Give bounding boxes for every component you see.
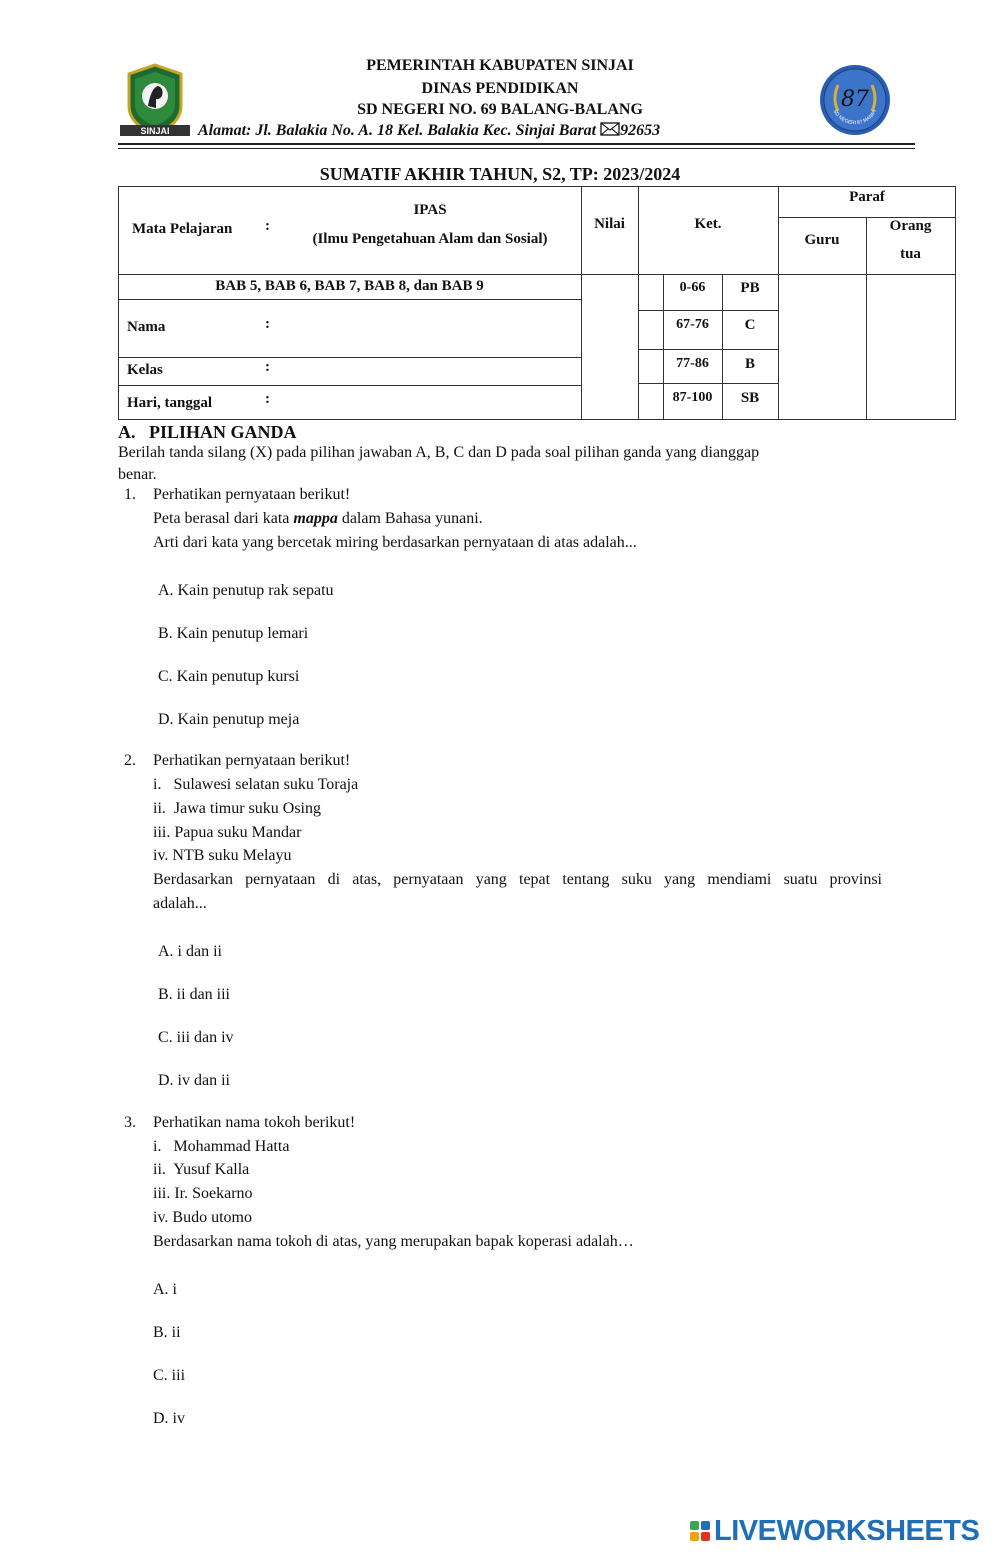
school-address (198, 122, 660, 140)
question-number: 1. (124, 486, 136, 503)
table-border (118, 274, 956, 275)
statement-item: ii. Yusuf Kalla (153, 1161, 250, 1178)
statement-item: i. Sulawesi selatan suku Toraja (153, 776, 359, 793)
question-statement (153, 510, 483, 528)
chapters-row: BAB 5, BAB 6, BAB 7, BAB 8, dan BAB 9 (215, 278, 484, 294)
answer-option[interactable]: D. iv (153, 1410, 185, 1427)
answer-option[interactable]: C. iii (153, 1367, 186, 1384)
table-border (118, 299, 581, 300)
question-intro: Perhatikan nama tokoh berikut! (153, 1114, 356, 1131)
answer-option[interactable]: D. iv dan ii (158, 1072, 230, 1089)
statement-italic-word: mappa (293, 510, 338, 527)
statement-pre: Peta berasal dari kata (153, 510, 294, 527)
answer-option[interactable]: B. ii dan iii (158, 986, 230, 1003)
answer-option[interactable]: A. Kain penutup rak sepatu (158, 582, 334, 599)
header-line-3: SD NEGERI NO. 69 BALANG-BALANG (357, 101, 643, 118)
question-text-line-1: Berdasarkan pernyataan di atas, pernyataan yang tepat tentang suku yang mendiami suatu provinsi (153, 871, 882, 888)
table-border (955, 186, 956, 419)
grade-range: 77-86 (676, 356, 709, 371)
table-border (778, 186, 779, 419)
grade-range: 87-100 (672, 390, 713, 405)
instruction-line-2: benar. (118, 466, 157, 483)
tua-header: tua (900, 246, 921, 262)
nama-label: Nama (127, 319, 166, 335)
question-text: Berdasarkan nama tokoh di atas, yang merupakan bapak koperasi adalah… (153, 1233, 634, 1250)
section-letter: A. (118, 422, 136, 442)
answer-option[interactable]: A. i (153, 1281, 177, 1298)
question-intro: Perhatikan pernyataan berikut! (153, 486, 351, 503)
nilai-header: Nilai (594, 216, 625, 232)
kelas-label: Kelas (127, 362, 163, 378)
table-border (118, 385, 581, 386)
kelas-colon: : (265, 359, 270, 375)
nama-colon: : (265, 316, 270, 332)
subject-name: IPAS (413, 202, 447, 218)
statement-item: i. Mohammad Hatta (153, 1138, 290, 1155)
grade-range: 67-76 (676, 317, 709, 332)
section-heading (118, 422, 297, 443)
answer-option[interactable]: B. Kain penutup lemari (158, 625, 309, 642)
question-number: 2. (124, 752, 136, 769)
liveworksheets-watermark[interactable] (690, 1514, 979, 1548)
table-border (118, 419, 956, 420)
statement-item: iv. Budo utomo (153, 1209, 252, 1226)
statement-post: dalam Bahasa yunani. (337, 510, 483, 527)
regency-logo (118, 62, 192, 140)
school-logo (818, 63, 892, 137)
answer-option[interactable]: D. Kain penutup meja (158, 711, 300, 728)
subject-colon: : (265, 218, 270, 234)
header-rule-thick (118, 143, 915, 145)
liveworksheets-text: LIVEWORKSHEETS (714, 1514, 980, 1547)
question-number: 3. (124, 1114, 136, 1131)
answer-option[interactable]: C. iii dan iv (158, 1029, 234, 1046)
regency-logo-text: SINJAI (140, 126, 170, 136)
guru-header: Guru (804, 232, 840, 248)
statement-item: iv. NTB suku Melayu (153, 847, 292, 864)
subject-label: Mata Pelajaran (132, 221, 233, 237)
hari-colon: : (265, 391, 270, 407)
table-border (638, 310, 778, 311)
liveworksheets-logo-icon (690, 1521, 710, 1541)
address-text: Alamat: Jl. Balakia No. A. 18 Kel. Balakia Kec. Sinjai Barat (198, 122, 601, 139)
statement-item: ii. Jawa timur suku Osing (153, 800, 321, 817)
grade-code: C (744, 317, 756, 333)
grade-code: B (744, 356, 755, 372)
exam-title: SUMATIF AKHIR TAHUN, S2, TP: 2023/2024 (319, 164, 681, 184)
statement-item: iii. Papua suku Mandar (153, 824, 302, 841)
header-rule-thin (118, 148, 915, 149)
instruction-line-1: Berilah tanda silang (X) pada pilihan jawaban A, B, C dan D pada soal pilihan ganda yang dianggap (118, 444, 760, 461)
school-logo-ring-text: SD NEGERI 87 MANIPI (831, 108, 879, 127)
header-line-2: DINAS PENDIDIKAN (421, 80, 579, 97)
postal-code: 92653 (620, 122, 661, 139)
grade-code: SB (740, 390, 760, 406)
hari-label: Hari, tanggal (127, 395, 212, 411)
table-border (638, 349, 778, 350)
question-text: Arti dari kata yang bercetak miring berdasarkan pernyataan di atas adalah... (153, 534, 637, 551)
paraf-header: Paraf (849, 189, 885, 205)
table-border (118, 186, 119, 419)
grade-range: 0-66 (679, 280, 706, 295)
question-intro: Perhatikan pernyataan berikut! (153, 752, 351, 769)
answer-option[interactable]: C. Kain penutup kursi (158, 668, 300, 685)
ket-header: Ket. (694, 216, 722, 232)
answer-option[interactable]: A. i dan ii (158, 943, 222, 960)
orang-header: Orang (889, 218, 932, 234)
answer-option[interactable]: B. ii (153, 1324, 181, 1341)
subject-full-name: (Ilmu Pengetahuan Alam dan Sosial) (312, 231, 548, 247)
grade-code: PB (740, 280, 760, 296)
school-logo-number: 87 (841, 87, 869, 112)
question-text-line-2: adalah... (153, 895, 207, 912)
table-border (118, 357, 581, 358)
table-border (638, 383, 778, 384)
header-line-1: PEMERINTAH KABUPATEN SINJAI (366, 57, 634, 74)
statement-item: iii. Ir. Soekarno (153, 1185, 253, 1202)
table-border (118, 186, 956, 187)
section-title: PILIHAN GANDA (149, 422, 297, 442)
envelope-icon (600, 122, 620, 136)
